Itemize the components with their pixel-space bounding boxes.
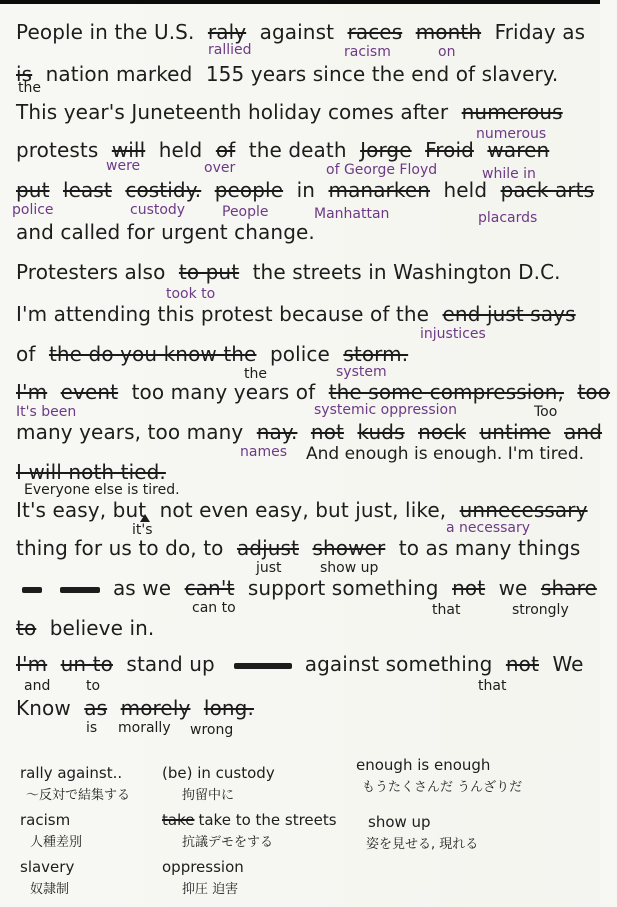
correction-systemic-oppression: systemic oppression: [314, 402, 457, 418]
strike-not-3: not: [505, 652, 539, 676]
correction-injustices: injustices: [420, 326, 486, 342]
strike-the-some-compression: the some compression,: [328, 380, 564, 404]
line-16: [16, 618, 161, 638]
glossary-jp-slavery: 奴隷制: [30, 882, 70, 897]
correction-just: just: [256, 560, 282, 576]
text-nation-marked: nation marked: [45, 62, 193, 86]
text-against: against: [259, 20, 335, 44]
glossary-col-3: [356, 756, 522, 852]
text-stand-up: stand up: [126, 652, 215, 676]
strike-froid: Froid: [425, 138, 474, 162]
line-9: [16, 344, 415, 364]
text-called-for-change: and called for urgent change.: [16, 220, 315, 244]
correction-of-george-floyd: of George Floyd: [326, 162, 438, 178]
text-years-since: 155 years since the end of slavery.: [205, 62, 559, 86]
correction-names: names: [240, 444, 287, 460]
glossary-en-racism: racism: [20, 811, 71, 829]
glossary-en-show-up: show up: [368, 813, 431, 831]
line-10: [16, 382, 617, 402]
glossary-take-to-the-streets-text: take to the streets: [198, 811, 337, 829]
glossary-col-2: [162, 764, 337, 897]
text-we: we: [498, 576, 528, 600]
strike-long: long.: [203, 696, 254, 720]
strike-least: least: [62, 178, 112, 202]
strike-will: will: [111, 138, 146, 162]
strike-event: event: [60, 380, 119, 404]
correction-morally: morally: [118, 720, 171, 736]
correction-strongly: strongly: [512, 602, 569, 618]
line-12: [16, 462, 173, 482]
correction-system: system: [336, 364, 387, 380]
glossary-en-rally-against: rally against..: [20, 764, 123, 782]
glossary-en-take-to-the-streets: [162, 811, 337, 829]
scribble-2: [60, 587, 100, 593]
line-4: [16, 140, 556, 160]
glossary-jp-rally-against: 〜反対で結集する: [26, 788, 131, 803]
strike-pack-arts: pack arts: [500, 178, 595, 202]
correction-and: and: [24, 678, 51, 694]
correction-the-2: the: [244, 366, 267, 382]
correction-took-to: took to: [166, 286, 216, 302]
text-im-attending: I'm attending this protest because of the: [16, 302, 430, 326]
text-many-years: many years, too many: [16, 420, 244, 444]
correction-that: that: [432, 602, 461, 618]
strike-storm: storm.: [343, 342, 409, 366]
insertion-caret: [140, 514, 150, 522]
glossary-strike-take: take: [162, 811, 195, 829]
correction-its-been: It's been: [16, 404, 77, 420]
correction-show-up: show up: [320, 560, 379, 576]
correction-people: People: [222, 204, 269, 220]
strike-and: and: [564, 420, 602, 444]
correction-manhattan: Manhattan: [314, 206, 390, 222]
scribble-3: [234, 663, 292, 669]
glossary-jp-take-to-the-streets: 抗議デモをする: [182, 835, 274, 850]
correction-while-in: while in: [482, 166, 536, 182]
correction-its: it's: [132, 522, 153, 538]
correction-were: were: [106, 158, 141, 174]
text-support-something: support something: [247, 576, 439, 600]
text-friday-as: Friday as: [494, 20, 586, 44]
correction-rallied: rallied: [208, 42, 252, 58]
line-15: [16, 578, 604, 598]
glossary-col-1: [20, 764, 130, 897]
text-the-death: the death: [248, 138, 347, 162]
text-believe-in: believe in.: [49, 616, 155, 640]
line-17: [16, 654, 591, 674]
line-14: [16, 538, 587, 558]
glossary-en-oppression: oppression: [162, 858, 244, 876]
text-in: in: [296, 178, 316, 202]
strike-kuds: kuds: [357, 420, 405, 444]
text-as-we: as we: [112, 576, 172, 600]
correction-to: to: [86, 678, 101, 694]
text-we-2: We: [552, 652, 584, 676]
text-of: of: [16, 342, 36, 366]
strike-im: I'm: [16, 380, 48, 404]
line-5: [16, 180, 601, 200]
line-18: [16, 698, 261, 718]
text-this-year: This year's Juneteenth holiday comes after: [16, 100, 449, 124]
text-its-easy-but: It's easy, but: [16, 498, 147, 522]
glossary-jp-in-custody: 拘留中に: [182, 788, 235, 803]
strike-to-put: to put: [178, 260, 240, 284]
text-against-something: against something: [304, 652, 493, 676]
glossary-jp-racism: 人種差別: [30, 835, 83, 850]
strike-adjust: adjust: [236, 536, 299, 560]
text-and-enough: And enough is enough. I'm tired.: [306, 444, 585, 464]
strike-month: month: [415, 20, 482, 44]
strike-too: too: [577, 380, 611, 404]
line-1: [16, 22, 592, 42]
correction-police: police: [12, 202, 54, 218]
text-thing-for-us: thing for us to do, to: [16, 536, 224, 560]
text-police: police: [269, 342, 330, 366]
correction-the: the: [18, 80, 41, 96]
strike-cant: can't: [184, 576, 235, 600]
text-protesters-also: Protesters also: [16, 260, 166, 284]
strike-manarken: manarken: [328, 178, 431, 202]
correction-racism: racism: [344, 44, 391, 60]
glossary-jp-oppression: 抑圧 迫害: [182, 882, 239, 897]
strike-not-2: not: [452, 576, 486, 600]
strike-not: not: [310, 420, 344, 444]
text-not-even-easy: not even easy, but just, like,: [159, 498, 447, 522]
correction-over: over: [204, 160, 236, 176]
strike-races: races: [347, 20, 403, 44]
strike-waren: waren: [487, 138, 550, 162]
correction-too: Too: [534, 404, 558, 420]
strike-the-do-you-know: the do you know the: [48, 342, 257, 366]
strike-jorge: Jorge: [360, 138, 412, 162]
scribble-1: [22, 587, 42, 593]
line-13: [16, 500, 595, 520]
line-11: [16, 422, 609, 442]
strike-un-to: un to: [60, 652, 113, 676]
correction-can-to: can to: [192, 600, 236, 616]
correction-is: is: [86, 720, 98, 736]
strike-unnecessary: unnecessary: [459, 498, 588, 522]
strike-nay: nay.: [256, 420, 298, 444]
text-protests: protests: [16, 138, 99, 162]
strike-as: as: [84, 696, 108, 720]
strike-untime: untime: [479, 420, 551, 444]
text-know: Know: [16, 696, 71, 720]
line-6: [16, 222, 322, 242]
strike-i-will-noth-tied: I will noth tied.: [16, 460, 166, 484]
strike-nock: nock: [418, 420, 466, 444]
glossary-jp-show-up: 姿を見せる, 現れる: [366, 837, 479, 852]
strike-people: people: [214, 178, 284, 202]
strike-im-2: I'm: [16, 652, 48, 676]
glossary-en-enough-is-enough: enough is enough: [356, 756, 491, 774]
glossary-en-slavery: slavery: [20, 858, 75, 876]
strike-to: to: [16, 616, 37, 640]
correction-that-2: that: [478, 678, 507, 694]
strike-is: is: [16, 62, 33, 86]
correction-on: on: [438, 44, 456, 60]
text-to-as-many-things: to as many things: [398, 536, 581, 560]
strike-end-just-says: end just says: [442, 302, 576, 326]
line-8: [16, 304, 583, 324]
glossary-jp-enough-is-enough: もうたくさんだ うんざりだ: [362, 780, 523, 795]
strike-share: share: [540, 576, 597, 600]
correction-a-necessary: a necessary: [446, 520, 531, 536]
line-7: [16, 262, 568, 282]
text-too-many-years-of: too many years of: [131, 380, 316, 404]
correction-placards: placards: [478, 210, 538, 226]
text-held-2: held: [443, 178, 488, 202]
strike-put: put: [16, 178, 50, 202]
strike-costidy: costidy.: [125, 178, 202, 202]
line-2: [16, 64, 565, 84]
strike-numerous: numerous: [461, 100, 563, 124]
text-held: held: [158, 138, 203, 162]
strike-raly: raly: [207, 20, 247, 44]
correction-everyone-else-tired: Everyone else is tired.: [24, 482, 180, 498]
correction-custody: custody: [130, 202, 186, 218]
text-people-in-the-us: People in the U.S.: [16, 20, 195, 44]
correction-wrong: wrong: [190, 722, 234, 738]
strike-of: of: [215, 138, 236, 162]
line-3: [16, 102, 570, 122]
text-the-streets: the streets in Washington D.C.: [252, 260, 561, 284]
strike-shower: shower: [312, 536, 386, 560]
glossary-en-in-custody: (be) in custody: [162, 764, 275, 782]
strike-morely: morely: [120, 696, 191, 720]
correction-numerous: numerous: [476, 126, 547, 142]
